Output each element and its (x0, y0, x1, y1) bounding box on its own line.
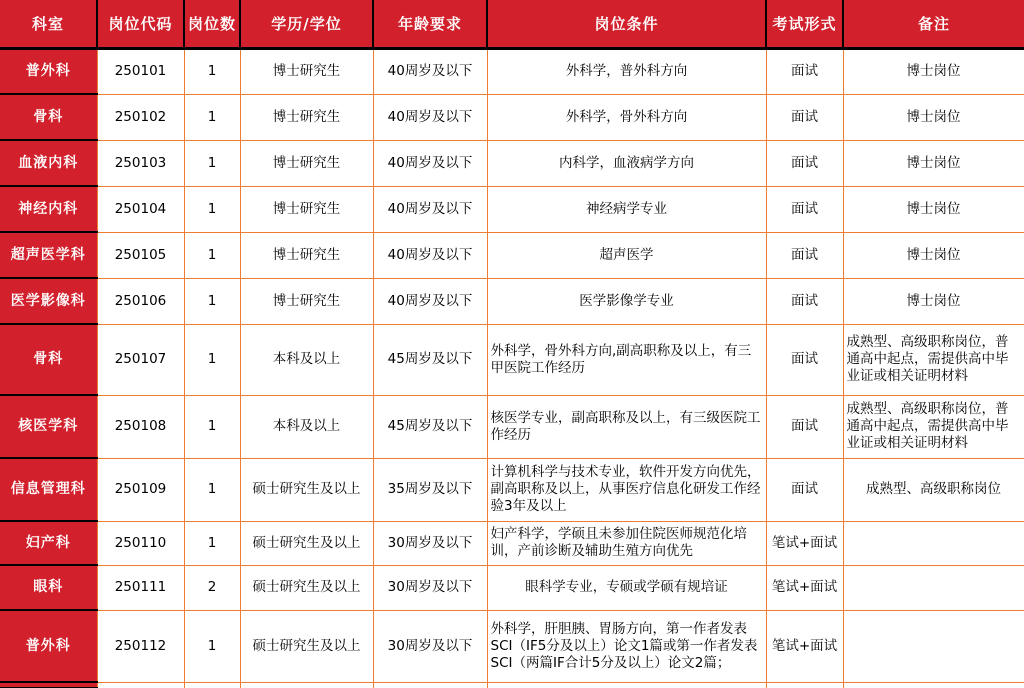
cell-exam: 面试 (766, 140, 843, 186)
cell-degree: 博士研究生 (240, 278, 373, 324)
table-row (0, 682, 1024, 688)
table-row (0, 232, 1024, 278)
cell-conditions: 内科学，血液病学方向 (487, 140, 766, 186)
cell-conditions: 计算机科学与技术专业，软件开发方向优先，副高职称及以上，从事医疗信息化研发工作经验3年及以上 (487, 458, 766, 521)
cell-code (97, 682, 184, 688)
cell-exam: 笔试+面试 (766, 521, 843, 565)
cell-dept: 妇产科 (0, 521, 97, 565)
cell-dept: 信息管理科 (0, 458, 97, 521)
cell-code: 250111 (97, 565, 184, 610)
cell-exam: 笔试+面试 (766, 565, 843, 610)
cell-notes: 博士岗位 (843, 48, 1024, 94)
cell-conditions: 神经病学专业 (487, 186, 766, 232)
cell-notes: 成熟型、高级职称岗位 (843, 458, 1024, 521)
cell-degree: 博士研究生 (240, 48, 373, 94)
cell-dept: 骨科 (0, 94, 97, 140)
header-cell-code: 岗位代码 (97, 0, 184, 48)
cell-code: 250103 (97, 140, 184, 186)
cell-dept: 核医学科 (0, 395, 97, 458)
cell-code: 250101 (97, 48, 184, 94)
cell-notes: 博士岗位 (843, 278, 1024, 324)
cell-notes (843, 682, 1024, 688)
cell-exam: 笔试+面试 (766, 610, 843, 682)
cell-exam: 面试 (766, 94, 843, 140)
cell-count: 1 (184, 278, 240, 324)
cell-notes: 博士岗位 (843, 186, 1024, 232)
cell-degree: 博士研究生 (240, 140, 373, 186)
cell-notes: 博士岗位 (843, 140, 1024, 186)
cell-code: 250109 (97, 458, 184, 521)
cell-count: 1 (184, 186, 240, 232)
cell-count: 1 (184, 232, 240, 278)
cell-count: 1 (184, 521, 240, 565)
table-row (0, 395, 1024, 458)
cell-count: 2 (184, 565, 240, 610)
cell-dept: 血液内科 (0, 140, 97, 186)
cell-degree: 博士研究生 (240, 232, 373, 278)
cell-code: 250105 (97, 232, 184, 278)
cell-conditions: 核医学专业，副高职称及以上，有三级医院工作经历 (487, 395, 766, 458)
cell-dept: 神经内科 (0, 186, 97, 232)
cell-age: 45周岁及以下 (373, 324, 487, 395)
cell-conditions: 超声医学 (487, 232, 766, 278)
cell-conditions: 外科学，骨外科方向 (487, 94, 766, 140)
header-row (0, 0, 1024, 48)
cell-count (184, 682, 240, 688)
cell-conditions: 医学影像学专业 (487, 278, 766, 324)
cell-dept: 普外科 (0, 48, 97, 94)
table-row (0, 565, 1024, 610)
cell-notes (843, 610, 1024, 682)
cell-degree: 本科及以上 (240, 324, 373, 395)
header-cell-degree: 学历/学位 (240, 0, 373, 48)
cell-exam: 面试 (766, 232, 843, 278)
cell-dept: 医学影像科 (0, 278, 97, 324)
cell-age: 40周岁及以下 (373, 94, 487, 140)
cell-degree: 硕士研究生及以上 (240, 521, 373, 565)
cell-code: 250104 (97, 186, 184, 232)
cell-code: 250108 (97, 395, 184, 458)
cell-code: 250112 (97, 610, 184, 682)
cell-age: 30周岁及以下 (373, 610, 487, 682)
cell-dept (0, 682, 97, 688)
table-row (0, 324, 1024, 395)
table-row (0, 140, 1024, 186)
header-cell-count: 岗位数 (184, 0, 240, 48)
cell-conditions: 眼科学专业，专硕或学硕有规培证 (487, 565, 766, 610)
cell-count: 1 (184, 458, 240, 521)
table-row (0, 94, 1024, 140)
cell-dept: 眼科 (0, 565, 97, 610)
cell-age: 30周岁及以下 (373, 565, 487, 610)
cell-count: 1 (184, 48, 240, 94)
cell-exam: 面试 (766, 48, 843, 94)
cell-age: 40周岁及以下 (373, 278, 487, 324)
cell-degree: 硕士研究生及以上 (240, 458, 373, 521)
table-row (0, 610, 1024, 682)
cell-degree: 博士研究生 (240, 186, 373, 232)
table-row (0, 458, 1024, 521)
cell-conditions: 外科学，普外科方向 (487, 48, 766, 94)
cell-notes: 博士岗位 (843, 232, 1024, 278)
cell-code: 250110 (97, 521, 184, 565)
cell-degree: 博士研究生 (240, 94, 373, 140)
cell-exam (766, 682, 843, 688)
cell-exam: 面试 (766, 278, 843, 324)
cell-notes (843, 565, 1024, 610)
table-header (0, 0, 1024, 48)
cell-age: 40周岁及以下 (373, 232, 487, 278)
cell-degree: 硕士研究生及以上 (240, 610, 373, 682)
cell-count: 1 (184, 395, 240, 458)
header-cell-dept: 科室 (0, 0, 97, 48)
cell-age: 40周岁及以下 (373, 48, 487, 94)
table-body (0, 48, 1024, 688)
table-row (0, 186, 1024, 232)
header-cell-conditions: 岗位条件 (487, 0, 766, 48)
cell-code: 250107 (97, 324, 184, 395)
cell-count: 1 (184, 140, 240, 186)
cell-code: 250106 (97, 278, 184, 324)
cell-conditions (487, 682, 766, 688)
table-row (0, 48, 1024, 94)
cell-notes (843, 521, 1024, 565)
cell-exam: 面试 (766, 458, 843, 521)
cell-age: 30周岁及以下 (373, 521, 487, 565)
header-cell-exam: 考试形式 (766, 0, 843, 48)
table-row (0, 278, 1024, 324)
table-row (0, 521, 1024, 565)
cell-age: 35周岁及以下 (373, 458, 487, 521)
cell-notes: 成熟型、高级职称岗位，普通高中起点，需提供高中毕业证或相关证明材料 (843, 395, 1024, 458)
cell-conditions: 外科学，肝胆胰、胃肠方向，第一作者发表SCI（IF5分及以上）论文1篇或第一作者发表SCI（两篇IF合计5分及以上）论文2篇； (487, 610, 766, 682)
cell-count: 1 (184, 324, 240, 395)
cell-exam: 面试 (766, 324, 843, 395)
cell-dept: 超声医学科 (0, 232, 97, 278)
cell-count: 1 (184, 610, 240, 682)
cell-notes: 成熟型、高级职称岗位，普通高中起点，需提供高中毕业证或相关证明材料 (843, 324, 1024, 395)
cell-exam: 面试 (766, 395, 843, 458)
cell-exam: 面试 (766, 186, 843, 232)
cell-dept: 普外科 (0, 610, 97, 682)
cell-age: 40周岁及以下 (373, 140, 487, 186)
cell-age: 40周岁及以下 (373, 186, 487, 232)
cell-conditions: 外科学，骨外科方向,副高职称及以上，有三甲医院工作经历 (487, 324, 766, 395)
cell-age (373, 682, 487, 688)
cell-degree: 硕士研究生及以上 (240, 565, 373, 610)
header-cell-age: 年龄要求 (373, 0, 487, 48)
cell-conditions: 妇产科学，学硕且未参加住院医师规范化培训，产前诊断及辅助生殖方向优先 (487, 521, 766, 565)
cell-age: 45周岁及以下 (373, 395, 487, 458)
cell-degree: 本科及以上 (240, 395, 373, 458)
header-cell-notes: 备注 (843, 0, 1024, 48)
cell-count: 1 (184, 94, 240, 140)
cell-notes: 博士岗位 (843, 94, 1024, 140)
cell-degree (240, 682, 373, 688)
cell-code: 250102 (97, 94, 184, 140)
cell-dept: 骨科 (0, 324, 97, 395)
